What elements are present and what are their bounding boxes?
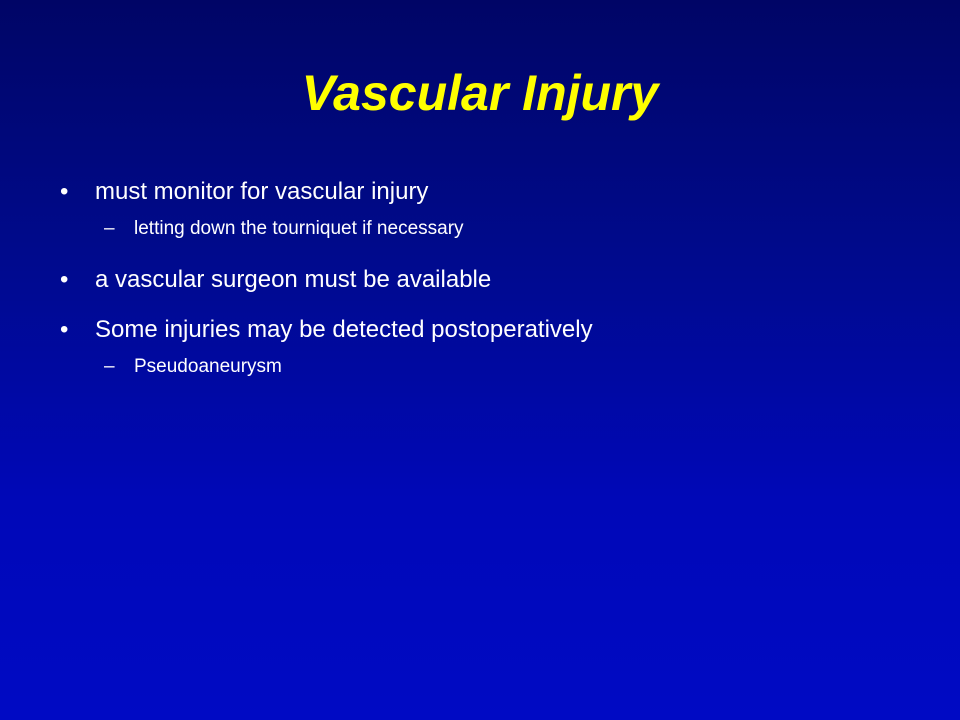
bullet-text: Some injuries may be detected postoperatively (95, 316, 593, 343)
bullet-item (0, 172, 960, 212)
bullet-marker: • (60, 178, 69, 205)
slide-title: Vascular Injury (301, 65, 659, 121)
bullet-marker: • (60, 316, 69, 343)
sub-bullet-marker: – (104, 218, 115, 239)
bullet-list (0, 172, 960, 398)
sub-bullet-item (0, 350, 960, 384)
sub-bullet-item (0, 212, 960, 246)
spacer (0, 300, 960, 310)
bullet-text: a vascular surgeon must be available (95, 266, 492, 293)
sub-bullet-text: Pseudoaneurysm (134, 356, 282, 377)
bullet-text: must monitor for vascular injury (95, 178, 429, 205)
bullet-item (0, 260, 960, 300)
bullet-marker: • (60, 266, 69, 293)
sub-bullet-marker: – (104, 356, 115, 377)
sub-bullet-text: letting down the tourniquet if necessary (134, 218, 464, 239)
bullet-item (0, 310, 960, 350)
